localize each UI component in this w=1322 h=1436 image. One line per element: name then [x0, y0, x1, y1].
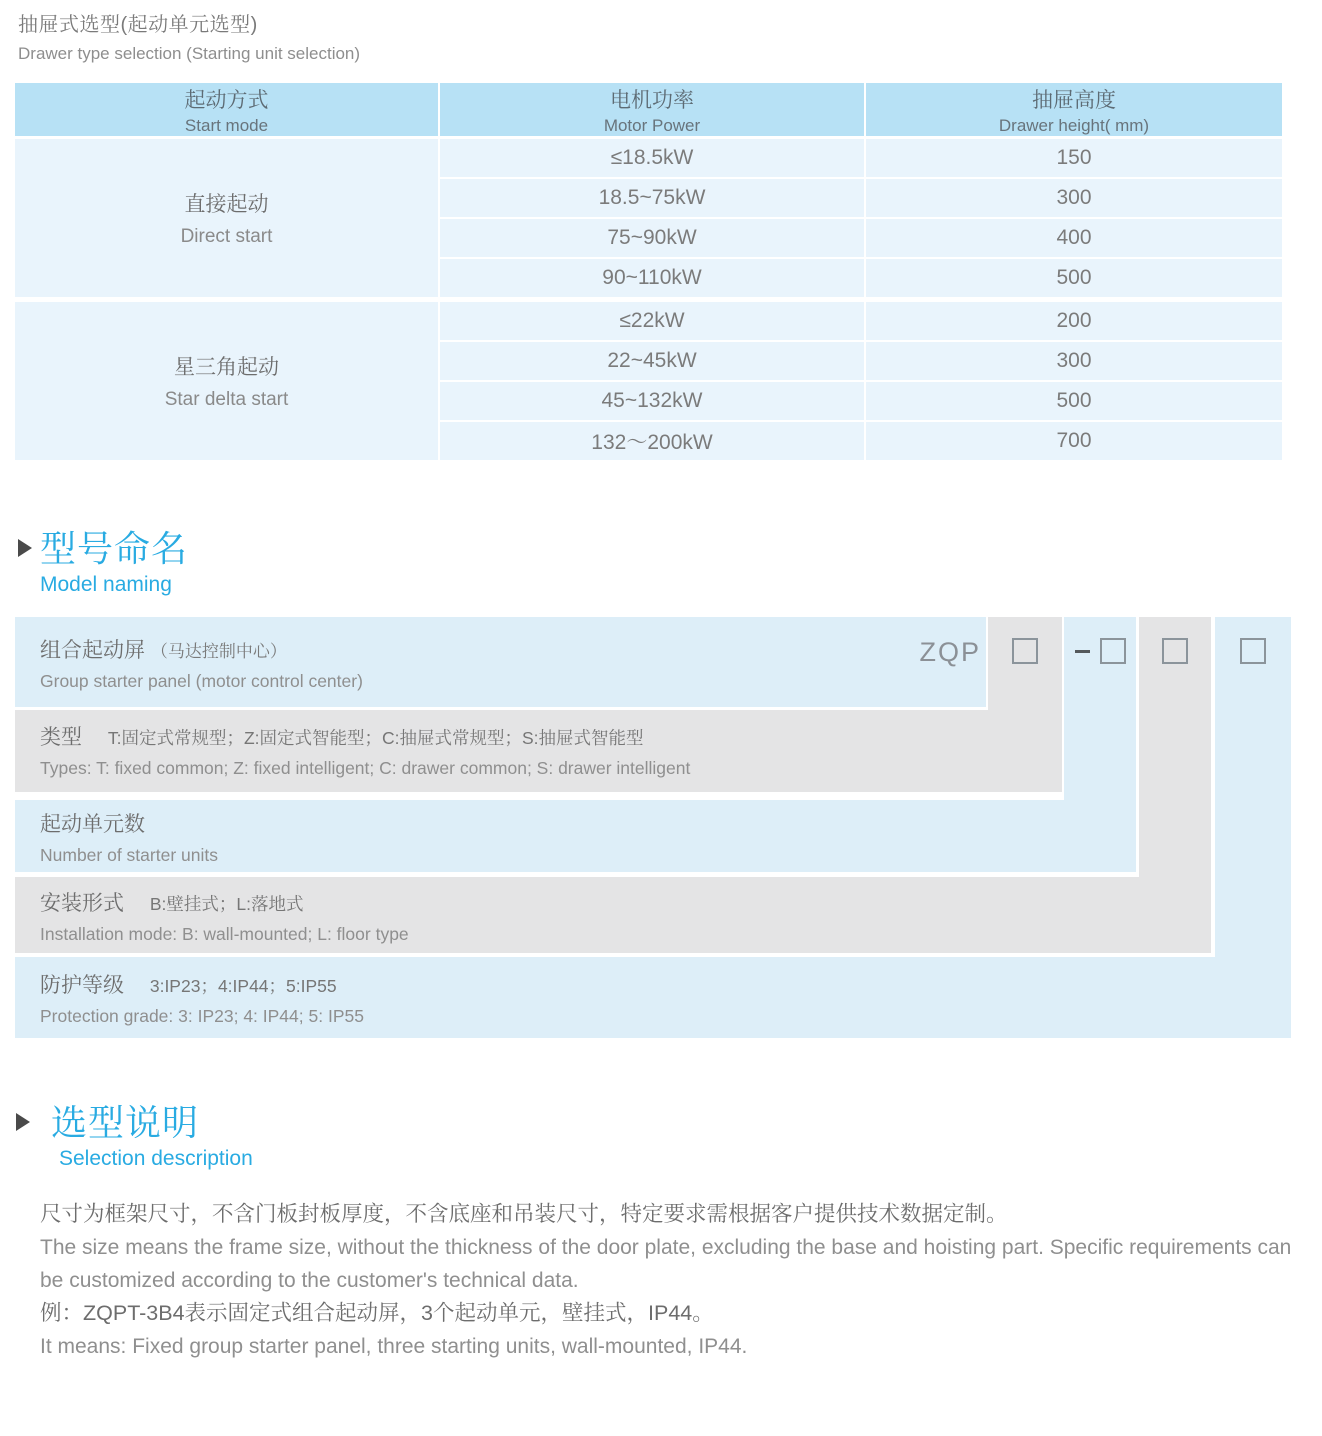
example-paragraph-zh: 例：ZQPT-3B4表示固定式组合起动屏，3个起动单元，壁挂式，IP44。: [40, 1301, 714, 1325]
start-mode-en: Star delta start: [164, 389, 289, 410]
document-title-en: Drawer type selection (Starting unit selection): [18, 44, 361, 63]
naming-row-installation: [15, 877, 1211, 953]
power-cell: 75~90kW: [440, 219, 864, 257]
header-motor-power: [440, 83, 864, 136]
power-cell: 18.5~75kW: [440, 179, 864, 217]
drawer-selection-table: [15, 83, 1282, 460]
naming-row-protection: [15, 957, 1291, 1038]
naming-row-type-en: Types: T: fixed common; Z: fixed intelligent; C: drawer common; S: drawer intelligent: [40, 758, 691, 778]
model-naming-heading-text: [40, 528, 188, 597]
installation-detail-zh: B:壁挂式；L:落地式: [149, 894, 304, 914]
panel-label-zh: 组合起动屏: [40, 639, 145, 662]
header-drawer-height: [866, 83, 1282, 136]
table-header-row: [15, 83, 1282, 136]
description-paragraph-zh: 尺寸为框架尺寸，不含门板封板厚度，不含底座和吊装尺寸，特定要求需根据客户提供技术数据定制。: [40, 1202, 1008, 1226]
start-mode-cell: [15, 302, 438, 460]
height-cell: 300: [866, 179, 1282, 217]
header-start-mode-zh: 起动方式: [184, 88, 269, 112]
power-cell: 45~132kW: [440, 382, 864, 420]
model-naming-diagram: [15, 617, 1291, 1038]
height-cell: 150: [866, 139, 1282, 177]
height-cell: 200: [866, 302, 1282, 340]
naming-row-type: [15, 710, 1062, 792]
naming-row-type-zh: [40, 721, 1062, 751]
example-paragraph-en: It means: Fixed group starter panel, three starting units, wall-mounted, IP44.: [40, 1335, 748, 1358]
selection-description-title-en: Selection description: [59, 1147, 253, 1170]
protection-label-zh: 防护等级: [40, 974, 124, 997]
height-cell: 300: [866, 342, 1282, 380]
type-label-zh: 类型: [40, 726, 82, 749]
protection-detail-zh: 3:IP23；4:IP44；5:IP55: [149, 976, 337, 996]
table-group-direct-start: [15, 139, 1282, 297]
document-title-zh: 抽屉式选型(起动单元选型): [18, 14, 258, 36]
code-box: [1162, 638, 1188, 664]
code-box: [1240, 638, 1266, 664]
naming-row-protection-zh: [40, 969, 1291, 999]
selection-description-heading-text: [51, 1102, 253, 1171]
description-paragraph-en: The size means the frame size, without the thickness of the door plate, excluding the base and hoisting part. Specific requirements can be customized according to the customer's technical data.: [40, 1236, 1292, 1292]
power-cell: ≤22kW: [440, 302, 864, 340]
power-cell: 132～200kW: [440, 422, 864, 460]
naming-row-units: [15, 800, 1136, 872]
model-naming-title-en: Model naming: [40, 573, 172, 596]
naming-row-installation-zh: [40, 887, 1211, 917]
height-cell: 500: [866, 382, 1282, 420]
selection-description-title-zh: 选型说明: [51, 1102, 200, 1143]
start-mode-cell: [15, 139, 438, 297]
panel-label-zh-sub: （马达控制中心）: [150, 642, 287, 661]
naming-row-panel-zh: [40, 634, 986, 664]
selection-description-body: [40, 1198, 1292, 1363]
naming-row-protection-en: Protection grade: 3: IP23; 4: IP44; 5: IP55: [40, 1006, 364, 1026]
code-box: [1012, 638, 1038, 664]
power-cell: 90~110kW: [440, 259, 864, 297]
naming-row-units-en: Number of starter units: [40, 845, 218, 865]
header-start-mode-en: Start mode: [184, 115, 269, 135]
type-detail-zh: T:固定式常规型；Z:固定式智能型；C:抽屉式常规型；S:抽屉式智能型: [107, 728, 644, 748]
naming-row-panel: [15, 617, 986, 707]
header-drawer-height-en: Drawer height( mm): [998, 115, 1150, 135]
dash-separator: [1075, 650, 1090, 653]
power-cell: 22~45kW: [440, 342, 864, 380]
triangle-bullet-icon: [16, 1113, 30, 1131]
table-group-star-delta: [15, 302, 1282, 460]
header-start-mode: [15, 83, 438, 136]
code-box: [1100, 638, 1126, 664]
height-cell: 500: [866, 259, 1282, 297]
header-motor-power-zh: 电机功率: [610, 88, 694, 112]
document-title: [18, 8, 360, 64]
model-code-prefix: ZQP: [919, 637, 981, 667]
model-naming-heading: [18, 528, 188, 597]
start-mode-zh: 直接起动: [184, 193, 269, 216]
installation-label-zh: 安装形式: [40, 892, 124, 915]
naming-row-panel-en: Group starter panel (motor control center): [40, 671, 363, 691]
units-label-zh: 起动单元数: [40, 813, 145, 836]
height-cell: 400: [866, 219, 1282, 257]
model-naming-title-zh: 型号命名: [40, 528, 189, 569]
power-cell: ≤18.5kW: [440, 139, 864, 177]
selection-description-heading: [16, 1102, 253, 1171]
height-cell: 700: [866, 422, 1282, 460]
start-mode-zh: 星三角起动: [174, 356, 279, 379]
triangle-bullet-icon: [18, 539, 32, 557]
start-mode-en: Direct start: [180, 226, 273, 247]
header-drawer-height-zh: 抽屉高度: [1032, 88, 1116, 112]
header-motor-power-en: Motor Power: [603, 115, 701, 135]
naming-row-installation-en: Installation mode: B: wall-mounted; L: floor type: [40, 924, 409, 944]
